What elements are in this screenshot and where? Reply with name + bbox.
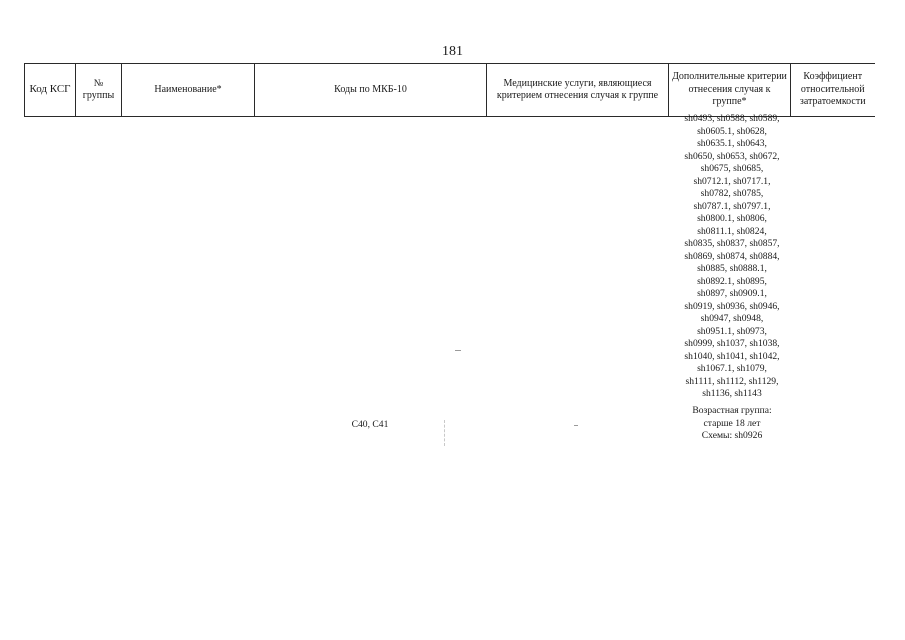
header-additional-criteria: Дополнительные критерии отнесения случая к группе* bbox=[669, 64, 791, 117]
criteria-line: sh1067.1, sh1079, bbox=[697, 363, 767, 374]
criteria-line: sh1040, sh1041, sh1042, bbox=[684, 350, 780, 362]
criteria-line: sh0835, sh0837, sh0857, bbox=[684, 238, 780, 249]
criteria-line: sh0885, sh0888.1, bbox=[697, 263, 767, 274]
page-number: 181 bbox=[442, 44, 463, 59]
criteria-line: Возрастная группа: bbox=[692, 405, 772, 416]
criteria-line: Схемы: sh0926 bbox=[701, 430, 763, 441]
additional-criteria-list bbox=[667, 113, 797, 401]
header-icd-codes: Коды по МКБ-10 bbox=[255, 64, 487, 117]
header-cost-coefficient: Коэффициент относительной затратоемкости bbox=[791, 64, 875, 117]
header-medical-services: Медицинские услуги, являющиеся критерием отнесения случая к группе bbox=[487, 64, 669, 117]
criteria-line: sh0892.1, sh0895, bbox=[697, 275, 767, 287]
criteria-line: sh1136, sh1143 bbox=[702, 388, 762, 399]
criteria-line: sh0787.1, sh0797.1, bbox=[693, 200, 771, 212]
scan-mark bbox=[444, 420, 445, 446]
header-row bbox=[25, 64, 875, 117]
criteria-line: sh0650, sh0653, sh0672, bbox=[684, 150, 780, 162]
criteria-line: sh0675, sh0685, bbox=[700, 163, 764, 174]
header-ksg-code: Код КСГ bbox=[25, 64, 76, 117]
criteria-line: sh0897, sh0909.1, bbox=[697, 288, 767, 299]
header-name: Наименование* bbox=[122, 64, 255, 117]
table-header bbox=[24, 63, 875, 117]
criteria-line: sh0999, sh1037, sh1038, bbox=[684, 338, 780, 349]
criteria-line: sh0800.1, sh0806, bbox=[697, 213, 767, 224]
criteria-line: sh0493, sh0588, sh0589, bbox=[684, 113, 780, 124]
criteria-line: sh0951.1, sh0973, bbox=[697, 325, 767, 337]
criteria-line: sh0712.1, sh0717.1, bbox=[693, 175, 771, 187]
scan-mark bbox=[455, 350, 461, 351]
additional-criteria-cell bbox=[667, 405, 797, 443]
criteria-line: sh0635.1, sh0643, bbox=[697, 138, 767, 149]
scan-mark bbox=[574, 425, 578, 426]
criteria-line: sh0605.1, sh0628, bbox=[697, 125, 767, 137]
criteria-line: sh0869, sh0874, sh0884, bbox=[684, 250, 780, 262]
criteria-line: sh1111, sh1112, sh1129, bbox=[685, 375, 779, 387]
criteria-line: sh0919, sh0936, sh0946, bbox=[684, 300, 780, 312]
criteria-line: sh0782, sh0785, bbox=[700, 188, 764, 199]
criteria-line: старше 18 лет bbox=[703, 417, 761, 429]
criteria-line: sh0811.1, sh0824, bbox=[697, 225, 767, 237]
criteria-line: sh0947, sh0948, bbox=[700, 313, 764, 324]
header-group-number: № группы bbox=[76, 64, 122, 117]
icd-codes-cell: C40, C41 bbox=[351, 419, 389, 430]
